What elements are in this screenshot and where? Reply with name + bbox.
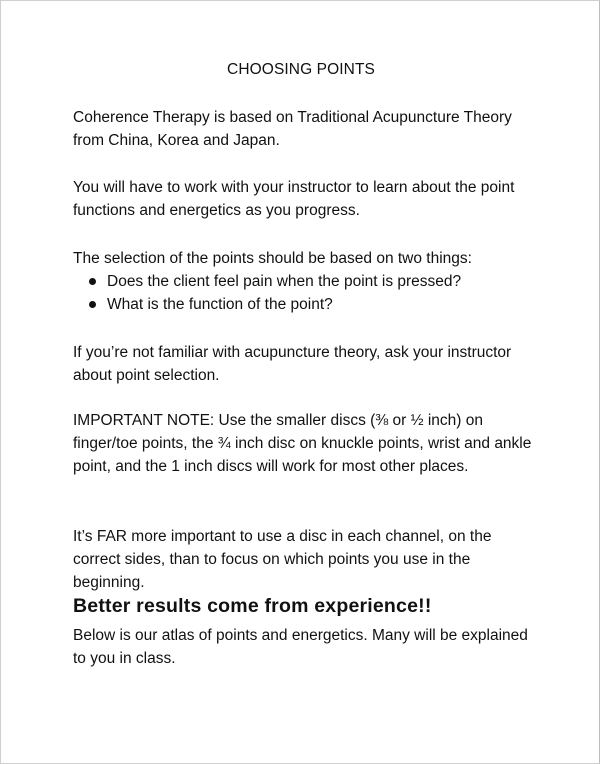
important-note-paragraph: IMPORTANT NOTE: Use the smaller discs (⅜ or ½ inch) on finger/toe points, the ¾ inch disc on knuckle points, wrist and ankle point, and the 1 inch discs will work for most other places. [73,412,532,475]
bullet-icon [89,278,96,285]
list-item-text: Does the client feel pain when the point is pressed? [107,273,462,290]
theory-paragraph: If you’re not familiar with acupuncture theory, ask your instructor about point selection. [73,344,512,384]
experience-headline: Better results come from experience!! [73,595,432,617]
list-item [89,293,549,316]
atlas-paragraph: Below is our atlas of points and energetics. Many will be explained to you in class. [73,627,528,667]
bullet-icon [89,301,96,308]
list-item [89,270,549,293]
list-item-text: What is the function of the point? [107,296,333,313]
instructor-paragraph: You will have to work with your instructor to learn about the point functions and energetics as you progress. [73,179,515,219]
selection-intro: The selection of the points should be based on two things: [73,250,472,267]
channel-paragraph: It’s FAR more important to use a disc in each channel, on the correct sides, than to focus on which points you use in the beginning. [73,528,492,591]
selection-criteria-list [89,270,549,316]
intro-paragraph: Coherence Therapy is based on Traditional Acupuncture Theory from China, Korea and Japan. [73,109,512,149]
page-title: CHOOSING POINTS [227,61,375,78]
